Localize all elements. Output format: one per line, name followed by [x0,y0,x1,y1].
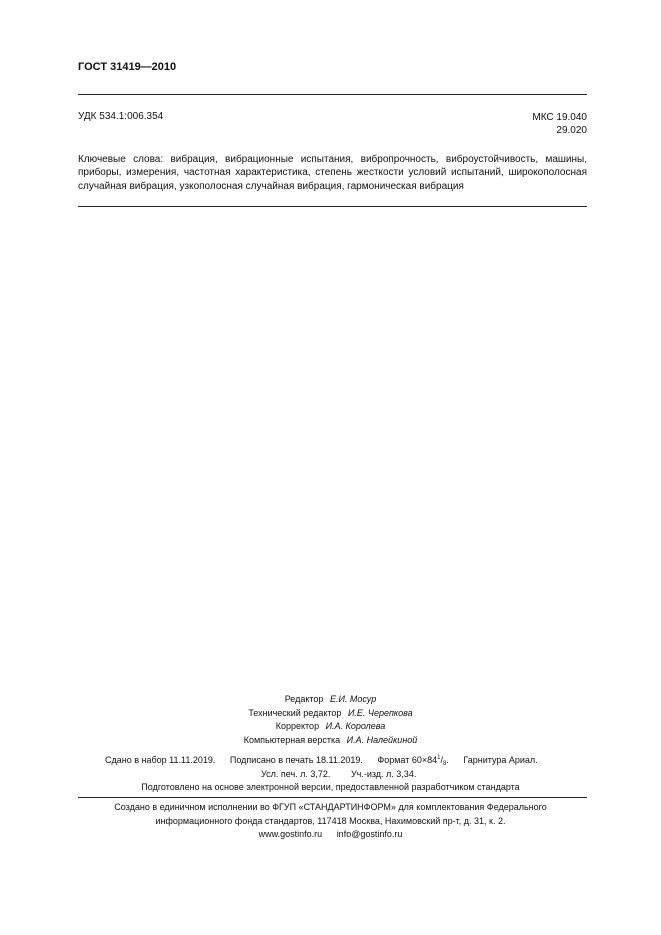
document-code: ГОСТ 31419—2010 [78,61,177,73]
format-numerator: 1 [437,755,441,761]
keywords-text: вибрация, вибрационные испытания, вибропрочность, виброустойчивость, машины, приборы, измерения, частотная характеристика, степень жесткости условий испытаний, широкополосная случайная вибрация, узкополосная случайная вибрация, гармоническая вибрация [78,154,587,192]
footer-line-1: Создано в единичном исполнении во ФГУП «СТАНДАРТИНФОРМ» для комплектования Федерального [114,802,547,812]
credit-person: И.Е. Черепкова [347,707,413,718]
top-divider [78,94,587,95]
credit-role: Корректор [275,721,320,732]
credits-block [0,693,661,748]
format-prefix: Формат 60×84 [377,755,438,765]
mks-code-1: МКС 19.040 [532,112,587,123]
udc-code: УДК 534.1:006.354 [78,111,164,122]
publication-details-line2 [261,769,416,779]
footer-contacts [0,828,661,842]
credit-person: Е.И. Мосур [329,694,377,704]
credit-role: Редактор [284,694,324,704]
credit-editor [0,693,661,707]
font-info: Гарнитура Ариал. [463,755,538,765]
credit-layout [0,734,661,748]
signed-date: Подписано в печать 18.11.2019. [229,755,363,765]
credit-technical-editor [0,707,661,721]
keywords-paragraph [78,153,587,193]
credit-person: И.А. Налейкиной [346,735,418,746]
website-link[interactable]: www.gostinfo.ru [258,829,323,840]
print-sheets: Усл. печ. л. 3,72. [261,769,331,779]
edit-sheets: Уч.-изд. л. 3,34. [350,769,417,779]
mks-codes [532,111,587,137]
typeset-date: Сдано в набор 11.11.2019. [105,755,216,765]
footer-line-2: информационного фонда стандартов, 117418 Москва, Нахимовский пр-т, д. 31, к. 2. [155,815,506,826]
footer-block [0,801,661,842]
format-suffix: . [446,755,449,765]
credit-role: Технический редактор [248,707,342,718]
prepared-note: Подготовлено на основе электронной версии, предоставленной разработчиком стандарта [141,782,520,792]
keywords-label: Ключевые слова: [78,154,164,165]
publication-details-line1 [105,755,538,767]
email-link[interactable]: info@gostinfo.ru [336,829,403,840]
keywords-divider [78,206,587,207]
credit-proofreader [0,720,661,734]
mks-code-2: 29.020 [556,125,587,136]
format-denominator: 8 [442,761,447,767]
format-info: Формат $60\times 84^1/_8$. [377,755,449,767]
credit-person: И.А. Королева [325,721,386,732]
credit-role: Компьютерная верстка [243,735,341,746]
footer-divider [78,797,587,798]
